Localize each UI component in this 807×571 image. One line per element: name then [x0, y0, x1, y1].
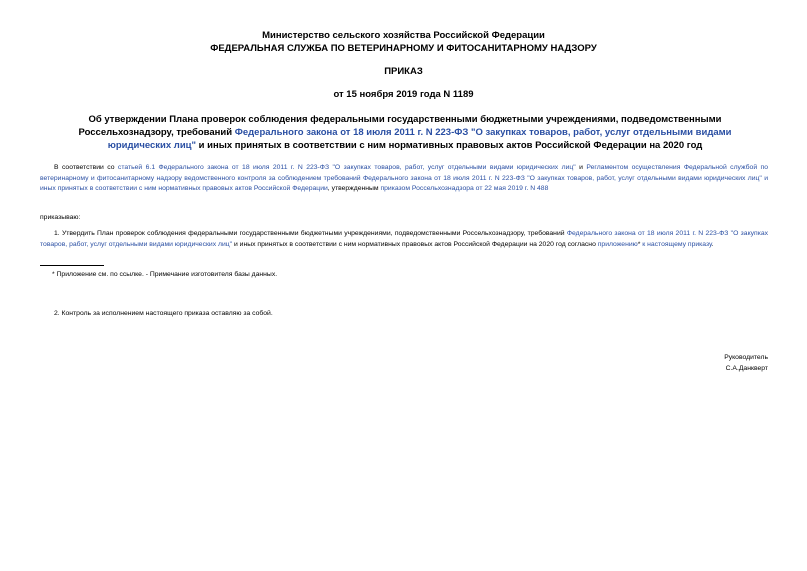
item-1-paragraph [40, 229, 768, 250]
title-text-1: Об утверждении Плана проверок соблюдения федеральными государственными бюджетными учреждениями, подведомственными Россельхознадзору, требований [78, 114, 722, 138]
ministry-name: Министерство сельского хозяйства Российской Федерации [262, 30, 545, 41]
service-name: ФЕДЕРАЛЬНАЯ СЛУЖБА ПО ВЕТЕРИНАРНОМУ И ФИТОСАНИТАРНОМУ НАДЗОРУ [210, 43, 597, 54]
item-1-text-1: 1. Утвердить План проверок соблюдения федеральными государственными бюджетными учреждениями, подведомственными Россельхознадзору, требований [54, 230, 567, 237]
this-order-link[interactable]: к настоящему приказу [642, 240, 712, 248]
document-type: ПРИКАЗ [384, 66, 423, 77]
regulation-link[interactable]: Регламентом осуществления Федеральной службой по ветеринарному и фитосанитарному надзору ведомственного контроля за соблюдением требований Федерального закона от 18 июля 2011 г. N 223-ФЗ "О закупках товаров, работ, услуг отдельными видами юридических лиц" и иных принятых в соответствии с ним нормативных правовых актов Российской Федерации [40, 164, 769, 192]
preamble-text-3: , утвержденным [327, 185, 381, 192]
item-1-text-4: . [711, 240, 714, 248]
order-word: приказываю: [40, 214, 81, 221]
item-1-text-3: * [637, 240, 643, 248]
appendix-link[interactable]: приложению [597, 240, 638, 248]
preamble-text-2: и [575, 164, 587, 171]
signature-block [724, 352, 768, 374]
title-law-link[interactable]: Федерального закона от 18 июля 2011 г. N 223-ФЗ "О закупках товаров, работ, услуг отдельными видами юридических лиц" [107, 127, 732, 151]
preamble-text-1: В соответствии со [54, 164, 118, 171]
footnote-divider [40, 265, 104, 266]
article-link[interactable]: статьей 6.1 Федерального закона от 18 июля 2011 г. N 223-ФЗ "О закупках товаров, работ, услуг отдельными видами юридических лиц" [117, 164, 576, 171]
order-link[interactable]: приказом Россельхознадзора от 22 мая 2019 г. N 488 [380, 185, 549, 192]
document-date: от 15 ноября 2019 года N 1189 [333, 89, 474, 100]
signature-role: Руководитель [724, 354, 768, 361]
item-2-paragraph: 2. Контроль за исполнением настоящего приказа оставляю за собой. [54, 310, 273, 317]
document-title [50, 113, 760, 152]
footnote: * Приложение см. по ссылке. - Примечание изготовителя базы данных. [52, 271, 278, 278]
title-text-2: и иных принятых в соответствии с ним нормативных правовых актов Российской Федерации на 2020 год [196, 140, 703, 151]
item-1-text-2: и иных принятых в соответствии с ним нормативных правовых актов Российской Федерации на 2020 год согласно [232, 240, 598, 248]
signature-name: С.А.Данкверт [725, 365, 768, 372]
law-link[interactable]: Федерального закона от 18 июля 2011 г. N 223-ФЗ "О закупках товаров, работ, услуг отдельными видами юридических лиц" [40, 230, 768, 248]
preamble-paragraph [40, 163, 768, 195]
